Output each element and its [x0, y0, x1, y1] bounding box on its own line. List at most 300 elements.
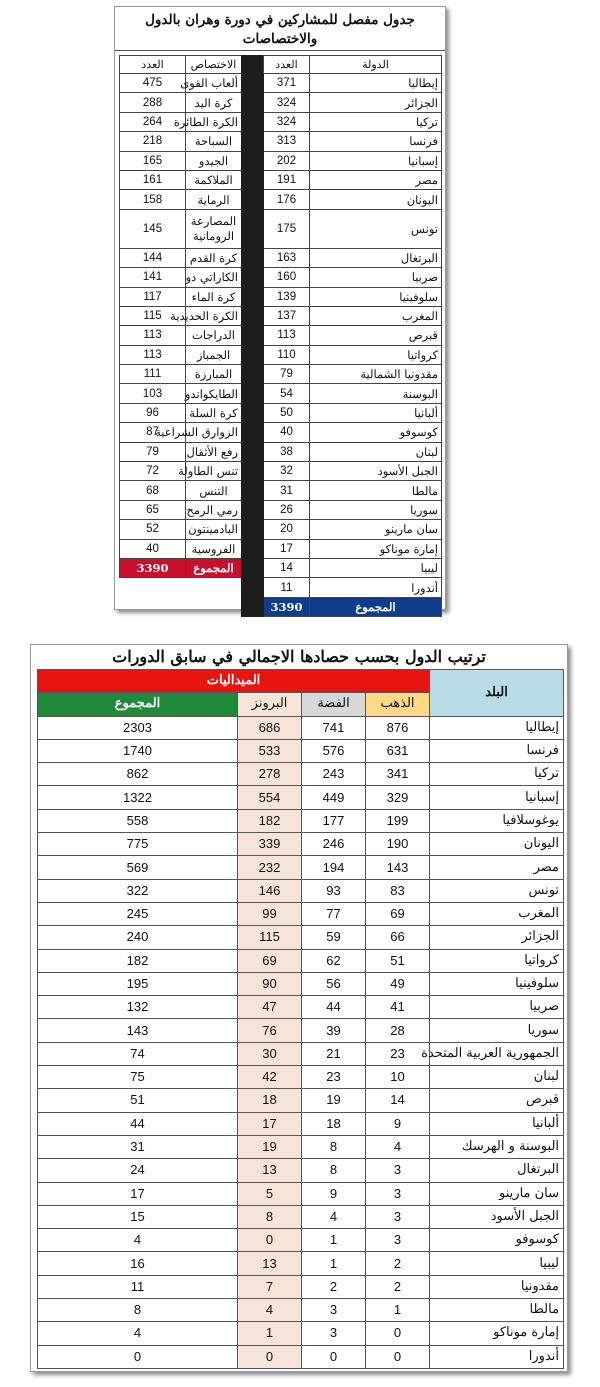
- medal-country: مصر: [430, 856, 564, 879]
- bronze-count: 533: [238, 739, 302, 762]
- total-count: 24: [38, 1159, 238, 1182]
- participants-row: [120, 558, 442, 577]
- bronze-count: 146: [238, 879, 302, 902]
- country-count: 110: [264, 345, 310, 364]
- silver-count: 9: [302, 1182, 366, 1205]
- silver-count: 449: [302, 786, 366, 809]
- gold-count: 2: [366, 1252, 430, 1275]
- silver-count: 44: [302, 996, 366, 1019]
- total-count: 4: [38, 1229, 238, 1252]
- gold-count: 9: [366, 1112, 430, 1135]
- silver-count: 21: [302, 1042, 366, 1065]
- country-count: 371: [264, 74, 310, 93]
- country-name: الجبل الأسود: [310, 462, 442, 481]
- participants-header-row: [120, 56, 442, 74]
- gold-count: 66: [366, 926, 430, 949]
- countries-total-label: المجموع: [310, 597, 442, 616]
- bronze-count: 90: [238, 972, 302, 995]
- medals-table: [37, 669, 564, 1369]
- medal-country: سلوفينيا: [430, 972, 564, 995]
- medal-country: إسبانيا: [430, 786, 564, 809]
- specialty-header: الاختصاص: [186, 56, 242, 74]
- country-name: ألبانيا: [310, 403, 442, 422]
- specialty-count: 475: [120, 74, 186, 93]
- participants-card: [114, 6, 446, 614]
- participants-row: [120, 190, 442, 209]
- medals-row: [38, 833, 564, 856]
- bronze-count: 69: [238, 949, 302, 972]
- specialty-count: 264: [120, 112, 186, 131]
- country-count: 40: [264, 423, 310, 442]
- bronze-count: 0: [238, 1345, 302, 1368]
- medal-country: البرتغال: [430, 1159, 564, 1182]
- country-count: 14: [264, 558, 310, 577]
- participants-row: [120, 345, 442, 364]
- specialty-count: 40: [120, 539, 186, 558]
- medals-row: [38, 809, 564, 832]
- specialty-count: 158: [120, 190, 186, 209]
- specialty-name: الزوارق الشراعية: [186, 423, 242, 442]
- participants-row: [120, 500, 442, 519]
- country-count: 113: [264, 326, 310, 345]
- silver-count: 93: [302, 879, 366, 902]
- country-count: 11: [264, 578, 310, 597]
- medals-row: [38, 949, 564, 972]
- country-count: 176: [264, 190, 310, 209]
- bronze-count: 99: [238, 902, 302, 925]
- country-count: 139: [264, 287, 310, 306]
- specialty-name: المبارزة: [186, 365, 242, 384]
- bronze-count: 47: [238, 996, 302, 1019]
- gold-count: 1: [366, 1299, 430, 1322]
- country-name: قبرص: [310, 326, 442, 345]
- total-count: 44: [38, 1112, 238, 1135]
- silver-count: 18: [302, 1112, 366, 1135]
- country-name: كوسوفو: [310, 423, 442, 442]
- specialty-name: رفع الأثقال: [186, 442, 242, 461]
- country-count: 191: [264, 170, 310, 189]
- country-name: إسبانيا: [310, 151, 442, 170]
- bronze-count: 115: [238, 926, 302, 949]
- silver-count: 243: [302, 763, 366, 786]
- total-count: 75: [38, 1066, 238, 1089]
- total-count: 862: [38, 763, 238, 786]
- participants-row: [120, 403, 442, 422]
- bronze-count: 7: [238, 1275, 302, 1298]
- country-name: لبنان: [310, 442, 442, 461]
- country-count: 31: [264, 481, 310, 500]
- specialties-total-value: 3390: [120, 558, 186, 577]
- country-header: الدولة: [310, 56, 442, 74]
- specialty-count: 161: [120, 170, 186, 189]
- participants-row: [120, 287, 442, 306]
- silver-count: 576: [302, 739, 366, 762]
- total-count: 195: [38, 972, 238, 995]
- medals-row: [38, 1275, 564, 1298]
- separator-column: [242, 56, 264, 617]
- bronze-count: 13: [238, 1252, 302, 1275]
- total-count: 245: [38, 902, 238, 925]
- silver-count: 3: [302, 1322, 366, 1345]
- gold-count: 28: [366, 1019, 430, 1042]
- medals-row: [38, 1159, 564, 1182]
- specialty-name: رمي الرمح: [186, 500, 242, 519]
- participants-row: [120, 151, 442, 170]
- medals-row: [38, 739, 564, 762]
- medal-country: لبنان: [430, 1066, 564, 1089]
- gold-count: 23: [366, 1042, 430, 1065]
- gold-count: 631: [366, 739, 430, 762]
- specialty-count: 65: [120, 500, 186, 519]
- specialty-count: 141: [120, 268, 186, 287]
- bronze-count: 5: [238, 1182, 302, 1205]
- silver-count: 56: [302, 972, 366, 995]
- medal-country: المغرب: [430, 902, 564, 925]
- medals-row: [38, 902, 564, 925]
- medal-country: صربيا: [430, 996, 564, 1019]
- specialty-count: 103: [120, 384, 186, 403]
- participants-row: [120, 481, 442, 500]
- country-count: 313: [264, 132, 310, 151]
- gold-count: 199: [366, 809, 430, 832]
- total-count: 240: [38, 926, 238, 949]
- gold-count: 876: [366, 716, 430, 739]
- gold-count: 3: [366, 1159, 430, 1182]
- total-count: 143: [38, 1019, 238, 1042]
- gold-count: 143: [366, 856, 430, 879]
- participants-row: [120, 365, 442, 384]
- specialty-name: ألعاب القوى: [186, 74, 242, 93]
- silver-count: 59: [302, 926, 366, 949]
- medals-row: [38, 926, 564, 949]
- total-header: المجموع: [38, 693, 238, 716]
- country-name: ليبيا: [310, 558, 442, 577]
- specialty-name: الكرة الطائرة: [186, 112, 242, 131]
- total-count: 11: [38, 1275, 238, 1298]
- gold-count: 41: [366, 996, 430, 1019]
- specialty-name: كرة السلة: [186, 403, 242, 422]
- country-name: مالطا: [310, 481, 442, 500]
- bronze-count: 182: [238, 809, 302, 832]
- specialty-name: الفروسية: [186, 539, 242, 558]
- total-count: 15: [38, 1205, 238, 1228]
- participants-row: [120, 248, 442, 267]
- total-count: 569: [38, 856, 238, 879]
- medals-row: [38, 1112, 564, 1135]
- specialty-count: 52: [120, 520, 186, 539]
- participants-title: جدول مفصل للمشاركين في دورة وهران بالدول والاختصاصات: [115, 7, 445, 51]
- country-name: الجزائر: [310, 93, 442, 112]
- specialty-name: الطايكواندو: [186, 384, 242, 403]
- medal-country: إيطاليا: [430, 716, 564, 739]
- country-name: البوسنة: [310, 384, 442, 403]
- participants-row: [120, 384, 442, 403]
- country-name: المغرب: [310, 306, 442, 325]
- participants-row: [120, 326, 442, 345]
- total-count: 51: [38, 1089, 238, 1112]
- medals-header-row-1: [38, 670, 564, 693]
- country-name: فرنسا: [310, 132, 442, 151]
- participants-row: [120, 74, 442, 93]
- participants-row: [120, 539, 442, 558]
- specialty-name: الرماية: [186, 190, 242, 209]
- empty-cell: [120, 597, 242, 616]
- gold-count: 4: [366, 1135, 430, 1158]
- total-count: 132: [38, 996, 238, 1019]
- participants-row: [120, 423, 442, 442]
- country-name: تونس: [310, 209, 442, 248]
- medal-country: كرواتيا: [430, 949, 564, 972]
- gold-count: 69: [366, 902, 430, 925]
- total-count: 16: [38, 1252, 238, 1275]
- bronze-count: 30: [238, 1042, 302, 1065]
- gold-count: 3: [366, 1229, 430, 1252]
- medals-row: [38, 763, 564, 786]
- country-count: 32: [264, 462, 310, 481]
- country-name: سلوفينيا: [310, 287, 442, 306]
- medal-country: يوغوسلافيا: [430, 809, 564, 832]
- specialty-name: المصارعة الرومانية: [186, 209, 242, 248]
- silver-count: 8: [302, 1135, 366, 1158]
- medal-country: فرنسا: [430, 739, 564, 762]
- silver-count: 2: [302, 1275, 366, 1298]
- country-count: 54: [264, 384, 310, 403]
- medals-row: [38, 1322, 564, 1345]
- silver-count: 3: [302, 1299, 366, 1322]
- specialty-name: كرة القدم: [186, 248, 242, 267]
- total-count: 4: [38, 1322, 238, 1345]
- bronze-count: 76: [238, 1019, 302, 1042]
- gold-count: 0: [366, 1345, 430, 1368]
- country-count: 324: [264, 93, 310, 112]
- medals-row: [38, 786, 564, 809]
- total-count: 2303: [38, 716, 238, 739]
- country-count: 20: [264, 520, 310, 539]
- medal-country: الجمهورية العربية المتحدة: [430, 1042, 564, 1065]
- country-count: 79: [264, 365, 310, 384]
- country-count: 163: [264, 248, 310, 267]
- country-name: اليونان: [310, 190, 442, 209]
- country-name: إمارة موناكو: [310, 539, 442, 558]
- medals-header: الميداليات: [38, 670, 430, 693]
- participants-row: [120, 268, 442, 287]
- country-count: 324: [264, 112, 310, 131]
- country-count: 160: [264, 268, 310, 287]
- specialty-count: 72: [120, 462, 186, 481]
- specialty-count: 218: [120, 132, 186, 151]
- gold-count: 10: [366, 1066, 430, 1089]
- participants-row: [120, 170, 442, 189]
- specialty-count: 79: [120, 442, 186, 461]
- countries-total-value: 3390: [264, 597, 310, 616]
- country-name: صربيا: [310, 268, 442, 287]
- bronze-count: 19: [238, 1135, 302, 1158]
- specialty-count: 68: [120, 481, 186, 500]
- specialty-count: 145: [120, 209, 186, 248]
- medal-country: اليونان: [430, 833, 564, 856]
- medals-row: [38, 1299, 564, 1322]
- medals-title: ترتيب الدول بحسب حصادها الاجمالي في سابق الدورات: [112, 647, 486, 666]
- bronze-count: 278: [238, 763, 302, 786]
- total-count: 1740: [38, 739, 238, 762]
- specialty-count: 113: [120, 326, 186, 345]
- medal-country: تركيا: [430, 763, 564, 786]
- medal-country: ليبيا: [430, 1252, 564, 1275]
- specialty-count: 117: [120, 287, 186, 306]
- bronze-count: 1: [238, 1322, 302, 1345]
- specialty-name: الدراجات: [186, 326, 242, 345]
- participants-table: [119, 55, 442, 617]
- country-count: 26: [264, 500, 310, 519]
- total-count: 17: [38, 1182, 238, 1205]
- country-header: البلد: [430, 670, 564, 717]
- silver-count: 194: [302, 856, 366, 879]
- specialty-count: 144: [120, 248, 186, 267]
- country-count: 202: [264, 151, 310, 170]
- gold-count: 14: [366, 1089, 430, 1112]
- medals-row: [38, 1042, 564, 1065]
- medal-country: ألبانيا: [430, 1112, 564, 1135]
- medal-country: مقدونيا: [430, 1275, 564, 1298]
- total-count: 558: [38, 809, 238, 832]
- gold-count: 3: [366, 1182, 430, 1205]
- participants-row: [120, 112, 442, 131]
- silver-count: 246: [302, 833, 366, 856]
- country-count: 137: [264, 306, 310, 325]
- specialty-count: 96: [120, 403, 186, 422]
- total-count: 182: [38, 949, 238, 972]
- gold-count: 329: [366, 786, 430, 809]
- medals-row: [38, 1182, 564, 1205]
- specialty-count: 111: [120, 365, 186, 384]
- country-name: البرتغال: [310, 248, 442, 267]
- medal-country: سوريا: [430, 1019, 564, 1042]
- silver-count: 39: [302, 1019, 366, 1042]
- gold-count: 3: [366, 1205, 430, 1228]
- country-count: 17: [264, 539, 310, 558]
- specialty-name: تنس الطاولة: [186, 462, 242, 481]
- medals-row: [38, 856, 564, 879]
- medals-row: [38, 1089, 564, 1112]
- gold-count: 341: [366, 763, 430, 786]
- medal-country: سان مارينو: [430, 1182, 564, 1205]
- bronze-header: البرونز: [238, 693, 302, 716]
- silver-count: 1: [302, 1229, 366, 1252]
- specialty-name: التنس: [186, 481, 242, 500]
- bronze-count: 13: [238, 1159, 302, 1182]
- specialty-name: السباحة: [186, 132, 242, 151]
- country-name: تركيا: [310, 112, 442, 131]
- gold-header: الذهب: [366, 693, 430, 716]
- participants-row: [120, 578, 442, 597]
- bronze-count: 0: [238, 1229, 302, 1252]
- specialty-count: 115: [120, 306, 186, 325]
- specialty-name: كرة اليد: [186, 93, 242, 112]
- bronze-count: 686: [238, 716, 302, 739]
- silver-count: 1: [302, 1252, 366, 1275]
- specialties-total-label: المجموع: [186, 558, 242, 577]
- medal-country: تونس: [430, 879, 564, 902]
- country-name: سان مارينو: [310, 520, 442, 539]
- specialty-count-header: العدد: [120, 56, 186, 74]
- silver-count: 62: [302, 949, 366, 972]
- count-header: العدد: [264, 56, 310, 74]
- silver-count: 19: [302, 1089, 366, 1112]
- participants-row: [120, 520, 442, 539]
- specialty-name: الملاكمة: [186, 170, 242, 189]
- total-count: 775: [38, 833, 238, 856]
- bronze-count: 339: [238, 833, 302, 856]
- participants-row: [120, 462, 442, 481]
- bronze-count: 232: [238, 856, 302, 879]
- silver-count: 177: [302, 809, 366, 832]
- medal-country: أندورا: [430, 1345, 564, 1368]
- specialty-name: البادمينتون: [186, 520, 242, 539]
- participants-row: [120, 442, 442, 461]
- bronze-count: 4: [238, 1299, 302, 1322]
- medal-country: البوسنة و الهرسك: [430, 1135, 564, 1158]
- bronze-count: 42: [238, 1066, 302, 1089]
- total-count: 322: [38, 879, 238, 902]
- medal-country: كوسوفو: [430, 1229, 564, 1252]
- medal-country: الجزائر: [430, 926, 564, 949]
- bronze-count: 18: [238, 1089, 302, 1112]
- medals-card: [30, 644, 568, 1372]
- bronze-count: 8: [238, 1205, 302, 1228]
- silver-count: 23: [302, 1066, 366, 1089]
- silver-header: الفضة: [302, 693, 366, 716]
- silver-count: 4: [302, 1205, 366, 1228]
- silver-count: 741: [302, 716, 366, 739]
- medals-row: [38, 1205, 564, 1228]
- total-count: 1322: [38, 786, 238, 809]
- medal-country: إمارة موناكو: [430, 1322, 564, 1345]
- empty-cell: [120, 578, 242, 597]
- gold-count: 190: [366, 833, 430, 856]
- specialty-count: 165: [120, 151, 186, 170]
- silver-count: 8: [302, 1159, 366, 1182]
- country-name: كرواتيا: [310, 345, 442, 364]
- total-count: 0: [38, 1345, 238, 1368]
- medals-row: [38, 972, 564, 995]
- participants-row: [120, 93, 442, 112]
- medal-country: مالطا: [430, 1299, 564, 1322]
- medals-row: [38, 879, 564, 902]
- country-name: مصر: [310, 170, 442, 189]
- medals-row: [38, 1066, 564, 1089]
- country-name: إيطاليا: [310, 74, 442, 93]
- participants-row: [120, 306, 442, 325]
- gold-count: 51: [366, 949, 430, 972]
- countries-total-row: [120, 597, 442, 616]
- total-count: 74: [38, 1042, 238, 1065]
- bronze-count: 17: [238, 1112, 302, 1135]
- specialty-name: كرة الماء: [186, 287, 242, 306]
- specialty-name: الجمباز: [186, 345, 242, 364]
- medals-row: [38, 1135, 564, 1158]
- bronze-count: 554: [238, 786, 302, 809]
- total-count: 31: [38, 1135, 238, 1158]
- medals-row: [38, 996, 564, 1019]
- specialty-name: الجيدو: [186, 151, 242, 170]
- participants-row: [120, 132, 442, 151]
- specialty-name: الكاراتي دو: [186, 268, 242, 287]
- country-count: 38: [264, 442, 310, 461]
- specialty-count: 87: [120, 423, 186, 442]
- country-count: 50: [264, 403, 310, 422]
- specialty-count: 113: [120, 345, 186, 364]
- medals-row: [38, 1345, 564, 1368]
